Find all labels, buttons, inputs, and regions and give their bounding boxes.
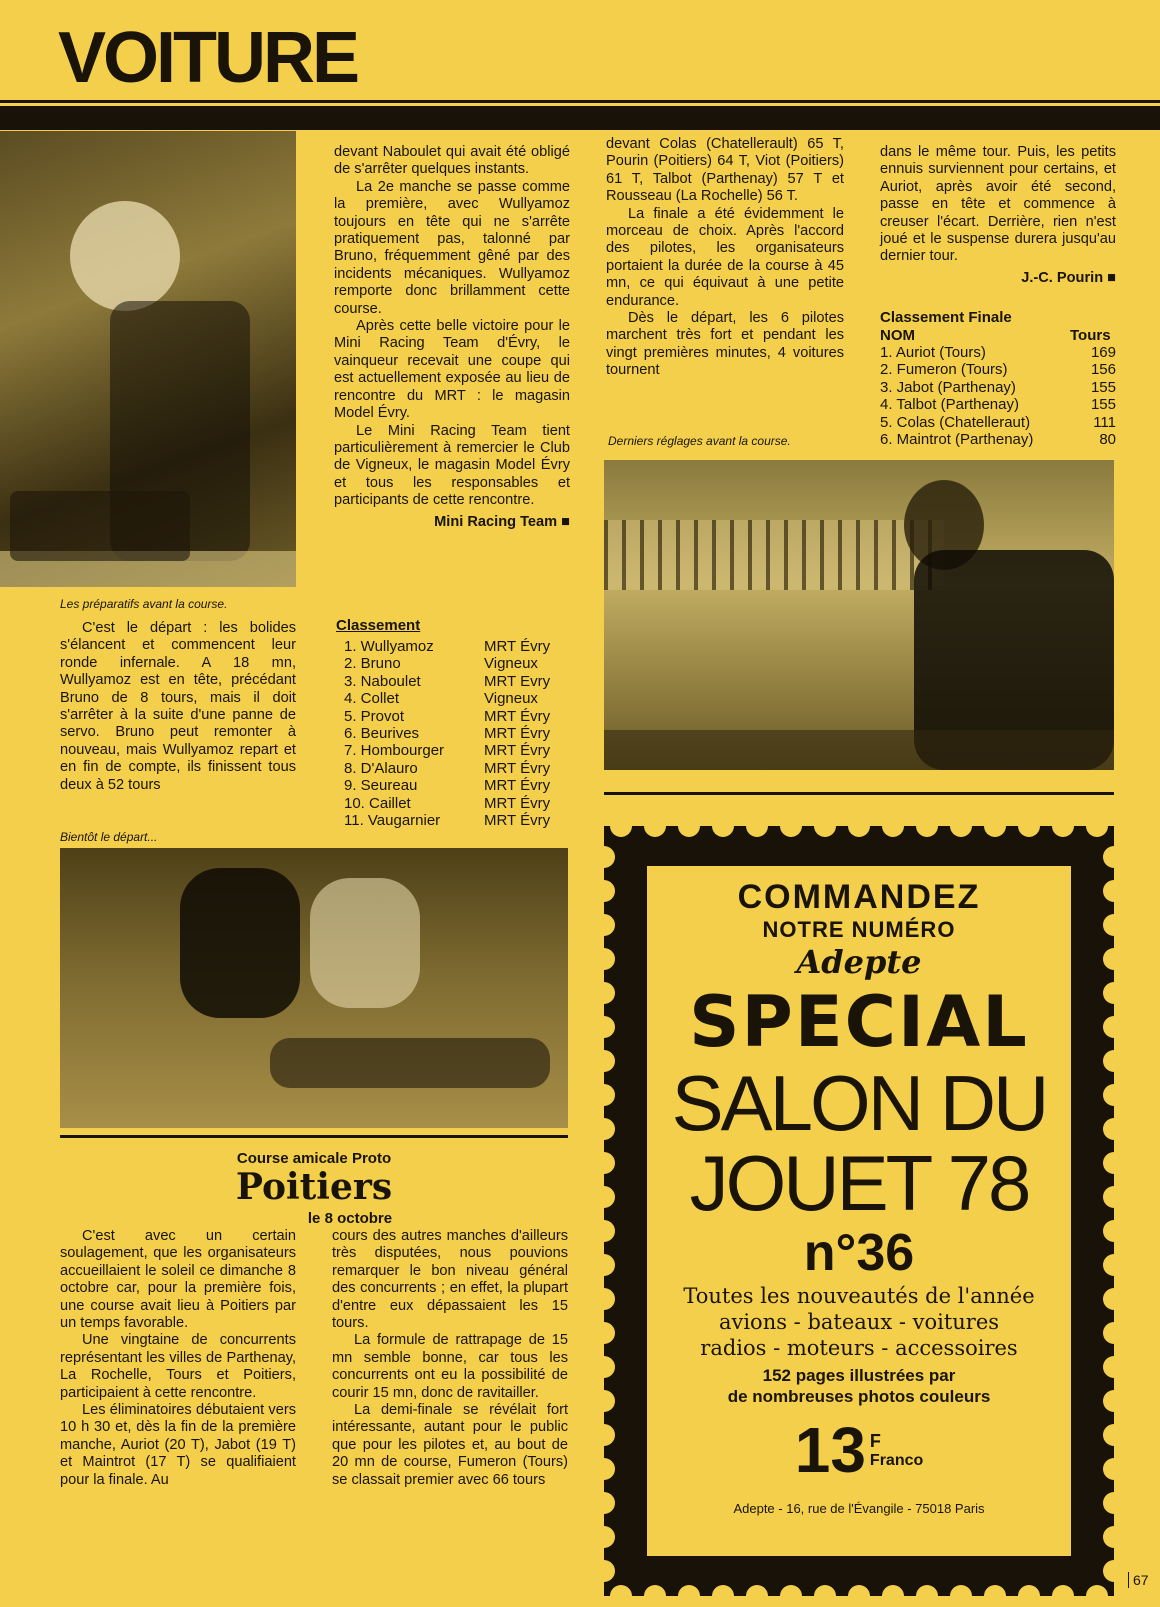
stamp-perforation bbox=[593, 1390, 615, 1412]
header-rule-thin bbox=[0, 100, 1160, 103]
stamp-perforation bbox=[593, 1152, 615, 1174]
stamp-perforation bbox=[678, 815, 700, 837]
ranking-row bbox=[344, 742, 574, 759]
divider-col3 bbox=[604, 792, 1114, 795]
stamp-perforation bbox=[593, 1186, 615, 1208]
stamp-perforation bbox=[593, 1118, 615, 1140]
ad-line-radios: radios - moteurs - accessoires bbox=[700, 1336, 1018, 1360]
stamp-perforation bbox=[593, 1016, 615, 1038]
stamp-perforation bbox=[1103, 1016, 1125, 1038]
ranking-row bbox=[344, 673, 574, 690]
ad-address: Adepte - 16, rue de l'Évangile - 75018 Paris bbox=[733, 1501, 985, 1516]
stamp-perforation bbox=[1103, 1526, 1125, 1548]
stamp-perforation bbox=[1018, 815, 1040, 837]
article2-title: Poitiers bbox=[235, 1166, 393, 1208]
article2-right-p1: cours des autres manches d'ailleurs très disputées, nous pouvions remarquer le bon niveau général des concurrents ; en effet, la plupart d'entre eux dépassaient les 15 tours. bbox=[332, 1228, 568, 1332]
signature-pourin: J.-C. Pourin ■ bbox=[1021, 269, 1116, 286]
col4-paragraph: dans le même tour. Puis, les petits ennuis surviennent pour certains, et Auriot, après avoir été second, passe en tête et commence à creuser l'écart. Derrière, rien n'est joué et le suspense durera jusqu'au dernier tour. bbox=[880, 144, 1116, 265]
ranking-row bbox=[344, 812, 574, 829]
ranking-name: 8. D'Alauro bbox=[344, 759, 418, 777]
ad-content bbox=[647, 866, 1071, 1556]
stamp-perforation bbox=[1103, 948, 1125, 970]
final-name: 3. Jabot (Parthenay) bbox=[880, 378, 1016, 396]
article2-right bbox=[332, 1228, 568, 1489]
stamp-perforation bbox=[712, 815, 734, 837]
photo-depart bbox=[60, 848, 568, 1128]
ranking-name: 6. Beurives bbox=[344, 725, 420, 743]
ranking-name: 4. Collet bbox=[344, 690, 400, 708]
article2-kicker: Course amicale Proto bbox=[236, 1150, 392, 1167]
header-rule bbox=[0, 106, 1160, 130]
col2-p1: devant Naboulet qui avait été obligé de s'arrêter quelques instants. bbox=[334, 144, 570, 178]
ranking-row bbox=[344, 655, 574, 672]
stamp-perforation bbox=[1103, 1254, 1125, 1276]
stamp-perforation bbox=[593, 1492, 615, 1514]
final-row bbox=[880, 431, 1116, 448]
stamp-perforation bbox=[593, 982, 615, 1004]
ad-price-block bbox=[647, 1413, 1071, 1487]
final-row bbox=[880, 396, 1116, 413]
stamp-perforation bbox=[644, 815, 666, 837]
final-name: 5. Colas (Chatelleraut) bbox=[880, 413, 1031, 431]
ranking-team: MRT Évry bbox=[484, 794, 551, 812]
article2-left-p2: Une vingtaine de concurrents représentant les villes de Parthenay, La Rochelle, Tours et Poitiers, participaient à cette rencontre. bbox=[60, 1332, 296, 1401]
final-laps: 111 bbox=[1093, 413, 1116, 431]
ranking-name: 11. Vaugarnier bbox=[344, 812, 441, 830]
stamp-perforation bbox=[593, 1254, 615, 1276]
col2-p4: Le Mini Racing Team tient particulièrement à remercier le Club de Vigneux, le magasin Model Évry et tous les responsables et participants de cette rencontre. bbox=[334, 422, 570, 509]
ranking-row bbox=[344, 690, 574, 707]
ranking-team: MRT Évry bbox=[484, 777, 551, 795]
stamp-perforation bbox=[593, 846, 615, 868]
final-name: 2. Fumeron (Tours) bbox=[880, 361, 1008, 379]
article2-right-p2: La formule de rattrapage de 15 mn semble bonne, car tous les concurrents ont eu la possibilité de courir 15 mn, donc de ravitailler. bbox=[332, 1332, 568, 1401]
caption-depart: Bientôt le départ... bbox=[60, 830, 158, 844]
ranking-team: MRT Évry bbox=[484, 725, 551, 743]
col2-text bbox=[334, 144, 570, 531]
stamp-perforation bbox=[848, 815, 870, 837]
article2-right-p3: La demi-finale se révélait fort intéressante, autant pour le public que pour les pilotes et, au bout de 20 mn de course, Fumeron (Tours) se classait premier avec 66 tours bbox=[332, 1402, 568, 1488]
stamp-perforation bbox=[1103, 1118, 1125, 1140]
stamp-perforation bbox=[593, 1458, 615, 1480]
ranking-name: 10. Caillet bbox=[344, 794, 411, 812]
ranking-name: 2. Bruno bbox=[344, 655, 401, 673]
col3-text bbox=[606, 136, 844, 380]
final-row bbox=[880, 344, 1116, 361]
section-title: VOITURE bbox=[58, 18, 358, 98]
stamp-perforation bbox=[593, 1084, 615, 1106]
ranking-name: 3. Naboulet bbox=[344, 672, 421, 690]
caption-preparations: Les préparatifs avant la course. bbox=[60, 597, 228, 611]
ad-line-commandez: COMMANDEZ bbox=[737, 878, 981, 916]
col2-p3: Après cette belle victoire pour le Mini Racing Team d'Évry, le vainqueur recevait une coupe qui est actuellement exposée au lieu de rencontre du MRT : le magasin Model Évry. bbox=[334, 318, 570, 422]
ad-line-nouveautes: Toutes les nouveautés de l'année bbox=[683, 1284, 1035, 1308]
col2-p2: La 2e manche se passe comme la première, avec Wullyamoz toujours en tête qui ne s'arrête pratiquement pas, talonné par Bruno, fréquemment gêné par des incidents mécaniques. Wullyamoz remporte donc brillamment cette course. bbox=[334, 178, 570, 317]
stamp-perforation bbox=[593, 914, 615, 936]
col4-text bbox=[880, 144, 1116, 287]
ranking-row bbox=[344, 638, 574, 655]
ranking-team: Vigneux bbox=[484, 655, 538, 673]
stamp-perforation bbox=[1052, 815, 1074, 837]
col1-paragraph: C'est le départ : les bolides s'élancent et commencent leur ronde infernale. A 18 mn, Wullyamoz est en tête, précédant Bruno de 8 tours, mais il doit s'arrêter à la suite d'une panne de servo. Bruno peut remonter à nouveau, mais Wullyamoz repart et en fin de compte, ils finissent tous deux à 52 tours bbox=[60, 620, 296, 793]
ad-price-suffix bbox=[870, 1431, 923, 1470]
final-title: Classement Finale bbox=[880, 309, 1012, 326]
article2-left-p3: Les éliminatoires débutaient vers 10 h 30 et, dès la fin de la première manche, Auriot (20 T), Jabot (19 T) et Maintrot (17 T) se qualifiaient pour la finale. Au bbox=[60, 1402, 296, 1488]
col3-p2: La finale a été évidemment le morceau de choix. Après l'accord des pilotes, les organisateurs portaient la durée de la course à 45 mn, ce qui équivaut à une petite endurance. bbox=[606, 205, 844, 309]
stamp-perforation bbox=[1103, 846, 1125, 868]
stamp-perforation bbox=[1103, 1424, 1125, 1446]
article2-date: le 8 octobre bbox=[307, 1210, 393, 1227]
ad-line-photos: de nombreuses photos couleurs bbox=[727, 1387, 991, 1406]
stamp-perforation bbox=[1103, 1560, 1125, 1582]
ranking-row bbox=[344, 725, 574, 742]
ranking-team: MRT Évry bbox=[484, 742, 551, 760]
final-header-name: NOM bbox=[880, 327, 915, 344]
stamp-perforation bbox=[593, 1560, 615, 1582]
ad-price: 13 bbox=[794, 1414, 866, 1486]
stamp-perforation bbox=[950, 815, 972, 837]
final-table bbox=[880, 344, 1116, 448]
stamp-perforation bbox=[1103, 1458, 1125, 1480]
photo-preparations bbox=[0, 131, 296, 587]
stamp-perforation bbox=[1103, 1050, 1125, 1072]
stamp-perforation bbox=[1103, 1288, 1125, 1310]
stamp-perforation bbox=[1103, 1322, 1125, 1344]
ad-issue: n°36 bbox=[803, 1224, 915, 1282]
ranking-team: MRT Évry bbox=[484, 812, 551, 830]
final-laps: 169 bbox=[1090, 344, 1116, 361]
ad-special: SPECIAL bbox=[689, 981, 1029, 1063]
ranking-name: 7. Hombourger bbox=[344, 742, 445, 760]
ad-franco: Franco bbox=[869, 1451, 924, 1469]
ranking-title: Classement bbox=[336, 617, 421, 634]
ad-line-pages: 152 pages illustrées par bbox=[762, 1366, 956, 1385]
ranking-team: MRT Évry bbox=[484, 638, 551, 655]
final-row bbox=[880, 414, 1116, 431]
stamp-perforation bbox=[916, 815, 938, 837]
ranking-team: MRT Évry bbox=[484, 707, 551, 725]
stamp-perforation bbox=[1103, 1084, 1125, 1106]
stamp-perforation bbox=[1103, 1356, 1125, 1378]
stamp-perforation bbox=[984, 815, 1006, 837]
ad-line-avions: avions - bateaux - voitures bbox=[718, 1310, 1000, 1334]
stamp-perforation bbox=[814, 815, 836, 837]
ranking-row bbox=[344, 760, 574, 777]
final-laps: 155 bbox=[1090, 378, 1116, 396]
stamp-perforation bbox=[593, 948, 615, 970]
stamp-perforation bbox=[780, 815, 802, 837]
final-laps: 156 bbox=[1090, 361, 1116, 379]
ranking-table bbox=[344, 638, 574, 829]
final-name: 6. Maintrot (Parthenay) bbox=[880, 431, 1034, 449]
ranking-team: MRT Évry bbox=[484, 759, 551, 777]
stamp-perforation bbox=[1103, 1186, 1125, 1208]
final-name: 1. Auriot (Tours) bbox=[880, 344, 986, 361]
stamp-perforation bbox=[593, 1424, 615, 1446]
stamp-perforation bbox=[1086, 815, 1108, 837]
ranking-team: MRT Evry bbox=[484, 672, 551, 690]
final-row bbox=[880, 379, 1116, 396]
ranking-name: 1. Wullyamoz bbox=[344, 638, 434, 655]
stamp-perforation bbox=[1103, 914, 1125, 936]
final-row bbox=[880, 361, 1116, 378]
photo-reglages bbox=[604, 460, 1114, 770]
col1-text bbox=[60, 620, 296, 794]
article2-left bbox=[60, 1228, 296, 1489]
page-number: 67 bbox=[1128, 1572, 1149, 1588]
caption-reglages: Derniers réglages avant la course. bbox=[608, 434, 791, 448]
stamp-perforation bbox=[1103, 1492, 1125, 1514]
article2-left-p1: C'est avec un certain soulagement, que les organisateurs accueillaient le soleil ce dimanche 8 octobre car, pour la première fois, une course avait lieu à Poitiers par un temps favorable. bbox=[60, 1228, 296, 1332]
ad-salon: SALON DU bbox=[671, 1059, 1047, 1147]
stamp-perforation bbox=[1103, 1220, 1125, 1242]
ad-line-numero: NOTRE NUMÉRO bbox=[762, 917, 956, 942]
ranking-row bbox=[344, 708, 574, 725]
stamp-perforation bbox=[1103, 1152, 1125, 1174]
col3-p3: Dès le départ, les 6 pilotes marchent très fort et pendant les vingt premières minutes, 4 voitures tournent bbox=[606, 310, 844, 379]
ranking-row bbox=[344, 777, 574, 794]
divider-article2 bbox=[60, 1135, 568, 1138]
stamp-perforation bbox=[593, 1526, 615, 1548]
col3-p1: devant Colas (Chatellerault) 65 T, Pourin (Poitiers) 64 T, Viot (Poitiers) 61 T, Talbot (Parthenay) 57 T et Rousseau (La Rochelle) 56 T. bbox=[606, 136, 844, 205]
ranking-name: 5. Provot bbox=[344, 707, 405, 725]
stamp-perforation bbox=[593, 1322, 615, 1344]
final-name: 4. Talbot (Parthenay) bbox=[880, 396, 1019, 414]
stamp-perforation bbox=[1103, 880, 1125, 902]
ad-jouet: JOUET 78 bbox=[689, 1139, 1029, 1227]
ad-currency: F bbox=[869, 1430, 881, 1451]
stamp-perforation bbox=[593, 1050, 615, 1072]
ranking-team: Vigneux bbox=[484, 690, 538, 708]
stamp-perforation bbox=[1103, 1390, 1125, 1412]
final-header-laps: Tours bbox=[1070, 327, 1111, 344]
ranking-row bbox=[344, 795, 574, 812]
stamp-perforation bbox=[1103, 982, 1125, 1004]
stamp-perforation bbox=[593, 1356, 615, 1378]
ad-brand: Adepte bbox=[796, 943, 922, 981]
final-laps: 155 bbox=[1090, 396, 1116, 414]
stamp-perforation bbox=[593, 1288, 615, 1310]
stamp-perforation bbox=[593, 880, 615, 902]
stamp-perforation bbox=[746, 815, 768, 837]
final-laps: 80 bbox=[1099, 431, 1116, 449]
stamp-perforation bbox=[610, 815, 632, 837]
ranking-name: 9. Seureau bbox=[344, 777, 418, 795]
signature-mrt: Mini Racing Team ■ bbox=[434, 513, 570, 530]
stamp-perforation bbox=[882, 815, 904, 837]
stamp-perforation bbox=[593, 1220, 615, 1242]
